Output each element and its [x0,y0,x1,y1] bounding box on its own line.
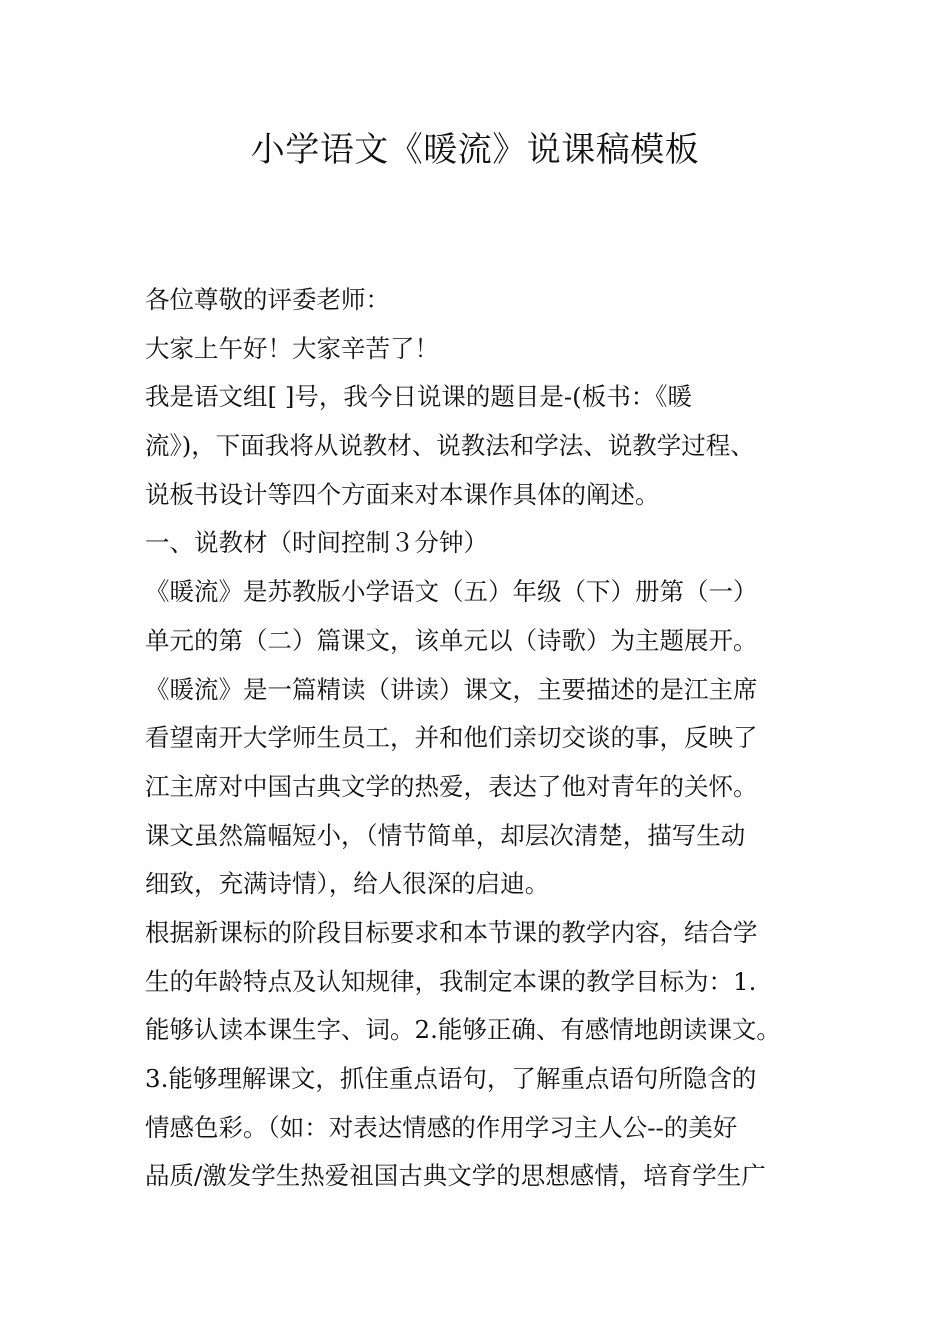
document-title: 小学语文《暖流》说课稿模板 [250,130,700,170]
body-line: 细致，充满诗情），给人很深的启迪。 [145,869,550,899]
body-line: 单元的第（二）篇课文，该单元以（诗歌）为主题展开。 [145,625,758,655]
body-line: 江主席对中国古典文学的热爱，表达了他对青年的关怀。 [145,771,758,801]
body-line: 说板书设计等四个方面来对本课作具体的阐述。 [145,479,660,509]
body-line: 我是语文组[ ]号，我今日说课的题目是-(板书：《暖 [145,382,692,412]
body-line: 品质/激发学生热爱祖国古典文学的思想感情，培育学生广 [145,1161,766,1191]
body-line: 根据新课标的阶段目标要求和本节课的教学内容，结合学 [145,917,758,947]
body-line: 课文虽然篇幅短小，（情节简单，却层次清楚，描写生动 [145,820,746,850]
body-line: 情感色彩。（如：对表达情感的作用学习主人公--的美好 [145,1112,738,1142]
body-line: 看望南开大学师生员工，并和他们亲切交谈的事，反映了 [145,723,758,753]
body-line: 各位尊敬的评委老师： [145,285,390,314]
body-line: 生的年龄特点及认知规律，我制定本课的教学目标为：1. [145,966,757,996]
body-line: 流》)，下面我将从说教材、说教法和学法、说教学过程、 [145,431,755,461]
body-line: 3.能够理解课文，抓住重点语句，了解重点语句所隐含的 [145,1064,757,1093]
document-body [145,276,825,1201]
body-line: 能够认读本课生字、词。2.能够正确、有感情地朗读课文。 [145,1015,781,1045]
body-line: 《暖流》是一篇精读（讲读）课文，主要描述的是江主席 [145,674,758,704]
body-line: 大家上午好！大家辛苦了！ [145,333,439,363]
body-line: 《暖流》是苏教版小学语文（五）年级（下）册第（一） [145,577,758,607]
section-heading: 一、说教材（时间控制３分钟） [145,528,488,558]
